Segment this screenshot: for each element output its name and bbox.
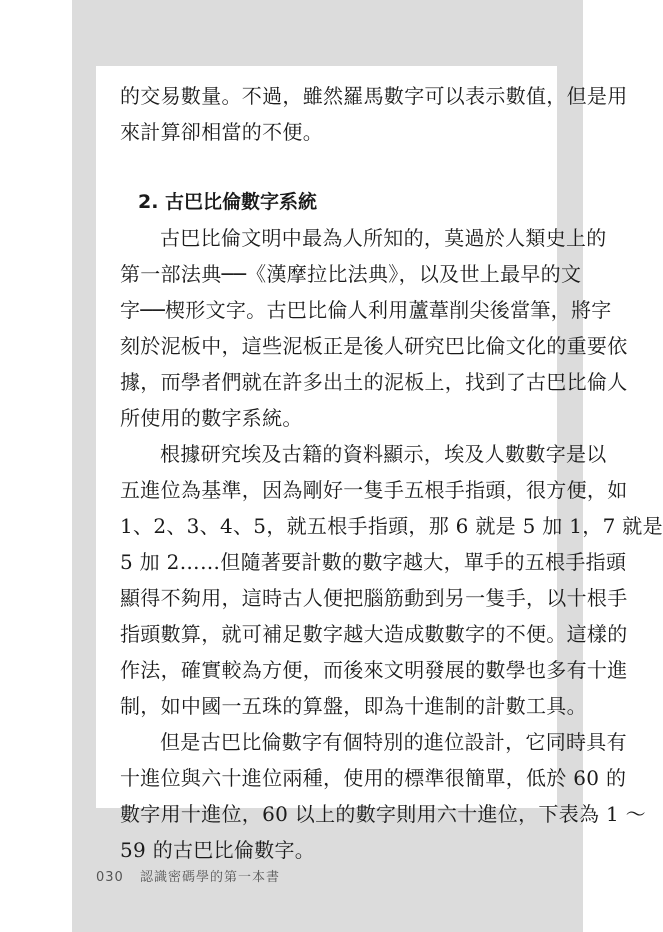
- page-number: 030: [96, 870, 124, 885]
- body-line: 顯得不夠用，這時古人便把腦筋動到另一隻手，以十根手: [120, 586, 628, 610]
- body-line: 刻於泥板中，這些泥板正是後人研究巴比倫文化的重要依: [120, 334, 628, 358]
- section-heading: 2. 古巴比倫數字系統: [138, 191, 318, 213]
- body-line: 的交易數量。不過，雖然羅馬數字可以表示數值，但是用: [120, 84, 628, 108]
- body-line: 字──楔形文字。古巴比倫人利用蘆葦削尖後當筆，將字: [120, 298, 612, 322]
- body-line: 作法，確實較為方便，而後來文明發展的數學也多有十進: [120, 658, 628, 682]
- body-line: 古巴比倫文明中最為人所知的，莫過於人類史上的: [160, 226, 607, 250]
- body-line: 據，而學者們就在許多出土的泥板上，找到了古巴比倫人: [120, 370, 628, 394]
- page-footer: [96, 866, 280, 885]
- body-line: 第一部法典──《漢摩拉比法典》，以及世上最早的文: [120, 262, 582, 286]
- body-line: 所使用的數字系統。: [120, 406, 303, 430]
- book-title: 認識密碼學的第一本書: [139, 870, 280, 885]
- body-line: 指頭數算，就可補足數字越大造成數數字的不便。這樣的: [120, 622, 628, 646]
- body-line: 5 加 2……但隨著要計數的數字越大，單手的五根手指頭: [120, 550, 627, 574]
- body-line: 1、2、3、4、5，就五根手指頭，那 6 就是 5 加 1，7 就是: [120, 514, 663, 538]
- body-line: 制，如中國一五珠的算盤，即為十進制的計數工具。: [120, 694, 587, 718]
- body-line: 來計算卻相當的不便。: [120, 120, 323, 144]
- section-spacer: [120, 150, 540, 184]
- body-line: 但是古巴比倫數字有個特別的進位設計，它同時具有: [160, 730, 627, 754]
- body-line: 根據研究埃及古籍的資料顯示，埃及人數數字是以: [160, 442, 607, 466]
- body-line: 數字用十進位，60 以上的數字則用六十進位，下表為 1 ～: [120, 802, 646, 826]
- body-line: 十進位與六十進位兩種，使用的標準很簡單，低於 60 的: [120, 766, 627, 790]
- body-line: 五進位為基準，因為剛好一隻手五根手指頭，很方便，如: [120, 478, 628, 502]
- page-content: [120, 78, 663, 868]
- body-line: 59 的古巴比倫數字。: [120, 838, 316, 862]
